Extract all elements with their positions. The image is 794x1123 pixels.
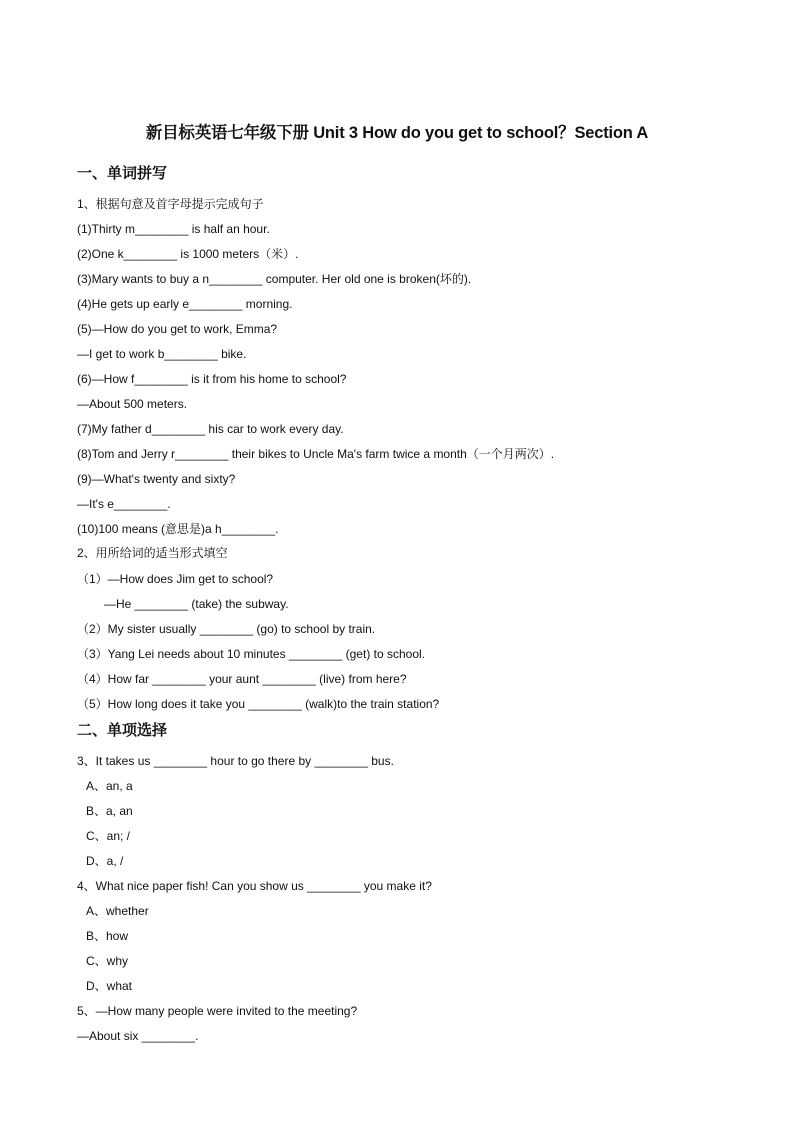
option-line: C、an; / bbox=[86, 829, 131, 843]
question-line: 3、It takes us ________ hour to go there by ________ bus. bbox=[77, 754, 394, 768]
page-title: 新目标英语七年级下册 Unit 3 How do you get to school？Section A bbox=[145, 124, 649, 142]
question-line: (7)My father d________ his car to work every day. bbox=[77, 422, 344, 436]
option-line: C、why bbox=[86, 954, 129, 968]
question-line: —About 500 meters. bbox=[77, 397, 188, 411]
option-line: B、how bbox=[86, 929, 129, 943]
question-line: （4）How far ________ your aunt ________ (live) from here? bbox=[77, 672, 407, 686]
question-line: (8)Tom and Jerry r________ their bikes to Uncle Ma's farm twice a month（一个月两次）. bbox=[77, 447, 555, 461]
question-line: —It's e________. bbox=[77, 497, 171, 511]
question-line: 5、—How many people were invited to the meeting? bbox=[77, 1004, 358, 1018]
option-line: A、whether bbox=[86, 904, 149, 918]
question-line: —I get to work b________ bike. bbox=[77, 347, 247, 361]
option-line: D、what bbox=[86, 979, 133, 993]
question-line: （5）How long does it take you ________ (walk)to the train station? bbox=[77, 697, 440, 711]
option-line: B、a, an bbox=[86, 804, 133, 818]
section-heading-spelling: 一、单词拼写 bbox=[77, 165, 168, 182]
question-line: (9)—What's twenty and sixty? bbox=[77, 472, 236, 486]
question-line: (10)100 means (意思是)a h________. bbox=[77, 522, 279, 536]
question-line: (2)One k________ is 1000 meters（米）. bbox=[77, 247, 299, 261]
question-line: （1）—How does Jim get to school? bbox=[77, 572, 274, 586]
question-line: 4、What nice paper fish! Can you show us ________ you make it? bbox=[77, 879, 432, 893]
question-instruction: 2、用所给词的适当形式填空 bbox=[77, 546, 228, 560]
question-line: (6)—How f________ is it from his home to school? bbox=[77, 372, 347, 386]
question-line: (3)Mary wants to buy a n________ computer. Her old one is broken(坏的). bbox=[77, 272, 472, 286]
section-heading-choice: 二、单项选择 bbox=[77, 722, 168, 739]
question-instruction: 1、根据句意及首字母提示完成句子 bbox=[77, 197, 264, 211]
question-line: —About six ________. bbox=[77, 1029, 199, 1043]
question-line: —He ________ (take) the subway. bbox=[104, 597, 289, 611]
question-line: (1)Thirty m________ is half an hour. bbox=[77, 222, 270, 236]
question-line: （2）My sister usually ________ (go) to school by train. bbox=[77, 622, 376, 636]
option-line: D、a, / bbox=[86, 854, 124, 868]
question-line: （3）Yang Lei needs about 10 minutes ________ (get) to school. bbox=[77, 647, 426, 661]
question-line: (4)He gets up early e________ morning. bbox=[77, 297, 293, 311]
question-line: (5)—How do you get to work, Emma? bbox=[77, 322, 278, 336]
option-line: A、an, a bbox=[86, 779, 133, 793]
